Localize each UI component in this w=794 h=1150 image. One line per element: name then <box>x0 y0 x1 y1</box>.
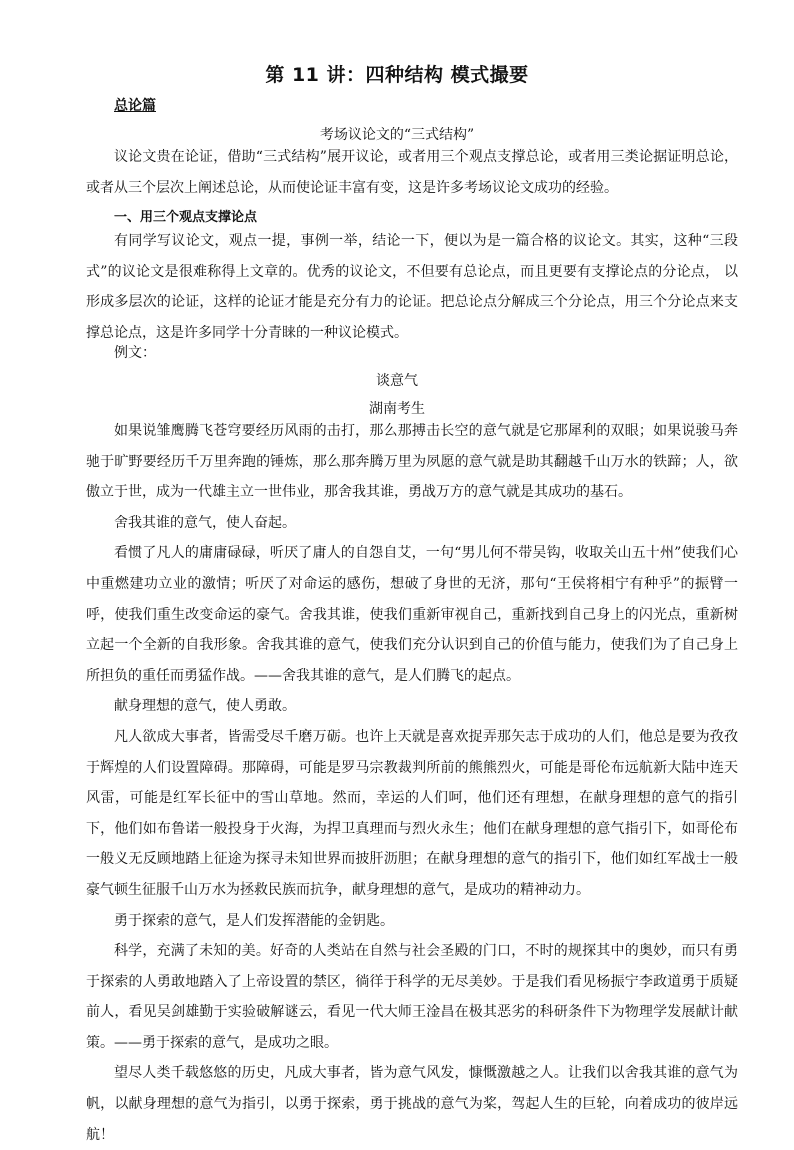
example-label: 例文： <box>114 345 156 361</box>
essay-author: 湖南考生 <box>369 401 425 417</box>
paragraph-1: 有同学写议论文，观点一提，事例一举，结论一下，便以为是一篇合格的议论文。其实，这种“三段式”的议论文是很难称得上文章的。优秀的议论文，不但要有总论点，而且更要有支撑论点的分论点， 以形成多层次的论证，这样的论证才能是充分有力的论证。把总论点分解成三个分论点，用三个分论点来支撑总论点，这是许多同学十分青睐的一种议论模式。 <box>86 233 738 341</box>
essay-body <box>86 416 738 1150</box>
essay-paragraph: 看惯了凡人的庸庸碌碌，听厌了庸人的自怨自艾，一句“男儿何不带吴钩，收取关山五十州”使我们心中重燃建功立业的激情；听厌了对命运的感伤，想破了身世的无济，那句“王侯将相宁有种乎”的振臂一呼，使我们重生改变命运的豪气。舍我其谁，使我们重新审视自己，重新找到自己身上的闪光点，重新树立起一个全新的自我形象。舍我其谁的意气，使我们充分认识到自己的价值与能力，使我们为了自己身上所担负的重任而勇猛作战。——舍我其谁的意气，是人们腾飞的起点。 <box>86 545 738 684</box>
essay-paragraph: 如果说雏鹰腾飞苍穹要经历风雨的击打，那么那搏击长空的意气就是它那犀利的双眼；如果说骏马奔驰于旷野要经历千万里奔跑的锤炼，那么那奔腾万里为夙愿的意气就是助其翻越千山万水的铁蹄；人，欲傲立于世，成为一代雄主立一世伟业，那舍我其谁，勇战万方的意气就是其成功的基石。 <box>86 423 738 501</box>
intro-block <box>86 142 738 203</box>
section-heading-1: 一、用三个观点支撑论点 <box>114 210 258 225</box>
essay-paragraph: 献身理想的意气，使人勇敢。 <box>114 698 296 715</box>
section-tag: 总论篇 <box>114 98 156 114</box>
essay-paragraph: 科学，充满了未知的美。好奇的人类站在自然与社会圣殿的门口，不时的规探其中的奥妙，而只有勇于探索的人勇敢地踏入了上帝设置的禁区，徜徉于科学的无尽美妙。于是我们看见杨振宁李政道勇于质疑前人，看见吴剑雄勤于实验破解谜云，看见一代大师王淦昌在极其恶劣的科研条件下为物理学发展献计献策。——勇于探索的意气，是成功之眼。 <box>86 943 738 1051</box>
page-title: 第 11 讲：四种结构 模式撮要 <box>265 64 529 86</box>
essay-paragraph: 望尽人类千载悠悠的历史，凡成大事者，皆为意气风发，慷慨激越之人。让我们以舍我其谁的意气为帆，以献身理想的意气为指引，以勇于探索，勇于挑战的意气为桨，驾起人生的巨轮，向着成功的彼岸远航！ <box>86 1065 738 1143</box>
subtitle: 考场议论文的“三式结构” <box>319 127 475 143</box>
essay-paragraph: 舍我其谁的意气，使人奋起。 <box>114 514 296 531</box>
intro-paragraph: 议论文贵在论证，借助“三式结构”展开议论，或者用三个观点支撑总论，或者用三类论据证明总论，或者从三个层次上阐述总论，从而使论证丰富有变，这是许多考场议论文成功的经验。 <box>86 149 738 196</box>
essay-paragraph: 勇于探索的意气，是人们发挥潜能的金钥匙。 <box>114 912 394 929</box>
essay-paragraph: 凡人欲成大事者，皆需受尽千磨万砺。也许上天就是喜欢捉弄那矢志于成功的人们，他总是要为孜孜于辉煌的人们设置障碍。那障碍，可能是罗马宗教裁判所前的熊熊烈火，可能是哥伦布远航新大陆中连天风雷，可能是红军长征中的雪山草地。然而，幸运的人们呵，他们还有理想，在献身理想的意气的指引下，他们如布鲁诺一般投身于火海，为捍卫真理而与烈火永生；他们在献身理想的意气指引下，如哥伦布一般义无反顾地踏上征途为探寻未知世界而披肝沥胆；在献身理想的意气的指引下，他们如红军战士一般豪气顿生征服千山万水为拯救民族而抗争，献身理想的意气，是成功的精神动力。 <box>86 728 738 898</box>
para1-block <box>86 226 738 348</box>
essay-title: 谈意气 <box>376 373 418 389</box>
